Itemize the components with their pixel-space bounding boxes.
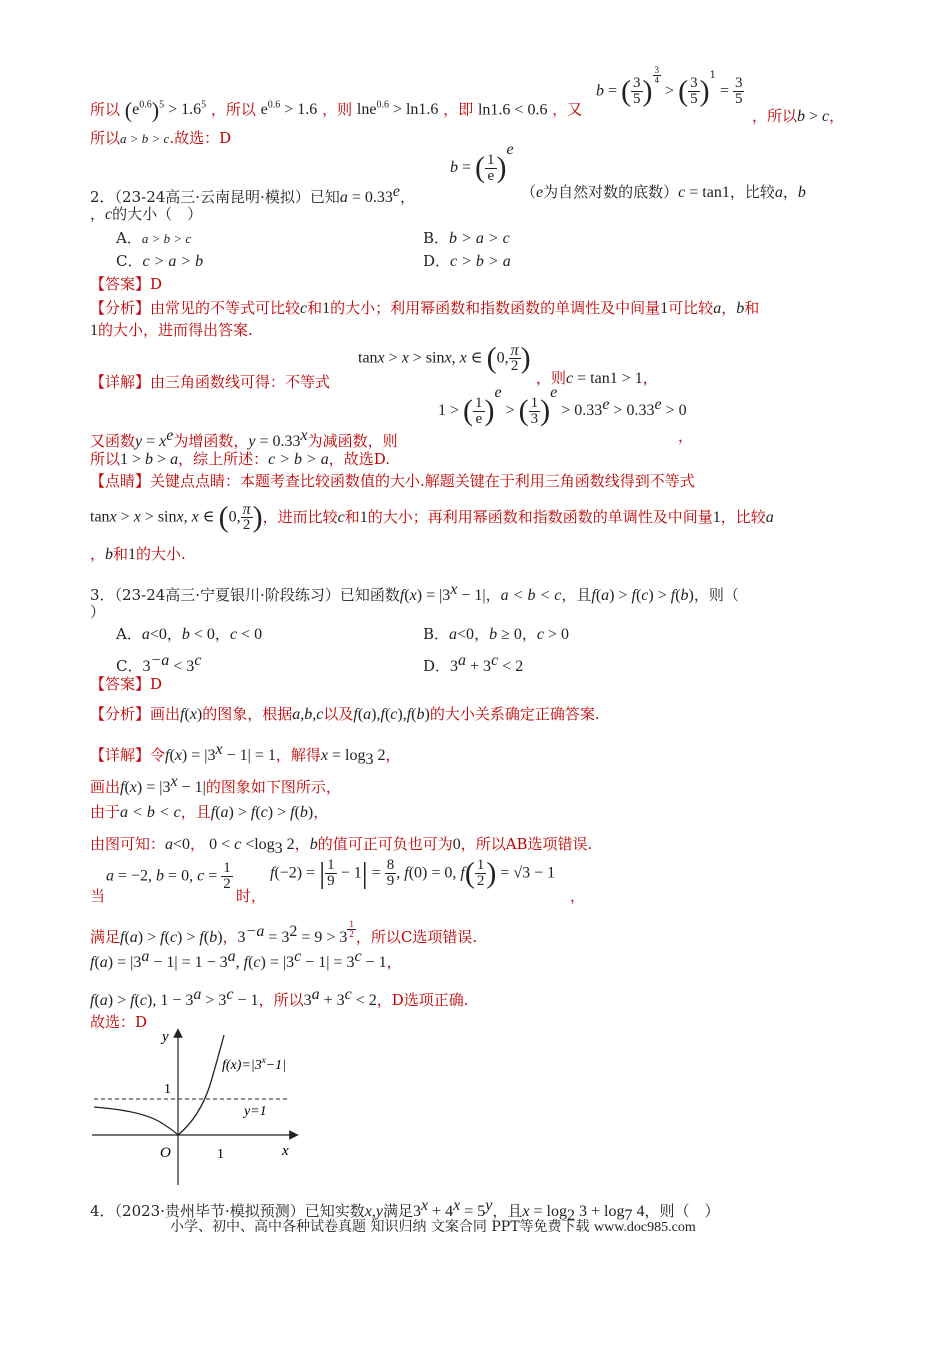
line-2: 所以a > b > c.故选：D xyxy=(90,129,232,147)
q2-point-3: ，b和1的大小. xyxy=(90,545,186,563)
q3-stem: 3．（23-24高三·宁夏银川·阶段练习）已知函数$f(x) = |3^x - 1|$，a < b < c，且f(a) > f(c) > f(b)，则（ xyxy=(90,581,739,604)
curve-left-branch xyxy=(94,1107,178,1135)
math: lne$^{0.6}$ > ln1.6 xyxy=(356,100,439,119)
line-1-end: ，所以b > c， xyxy=(752,107,845,125)
q3-detail-5-math: a = −2, b = 0, c = $\frac{1}{2}$ xyxy=(106,860,231,892)
q2-detail-1b: ，则c = tan1 > 1， xyxy=(536,369,658,387)
function-label: $f(x)=|3^x-1|$ xyxy=(222,1055,287,1073)
q2-point-1: 【点睛】关键点点睛：本题考查比较函数值的大小.解题关键在于利用三角函数线得到不等式 xyxy=(90,472,695,490)
q3-detail-6: 满足f(a) > f(c) > f(b)，$3^{-a} = 3^2 = 9 > 3$ $^{\frac{1}{2}}$ ，所以C选项错误. xyxy=(90,919,478,946)
math: $(e^{0.6})^5 > 1.6^5$ xyxy=(124,97,207,123)
q3-detail-7: $f(a) = |3^a - 1| = 1 - 3^a$, $f(c) = |3^c - 1| = 3^c - 1$， xyxy=(90,948,402,971)
q3-answer: 【答案】D xyxy=(90,675,163,693)
comma: ， xyxy=(678,427,694,445)
q2-analysis-1: 【分析】由常见的不等式可比较c和1的大小；利用幂函数和指数函数的单调性及中间量1可比较a，b和 xyxy=(90,299,760,317)
footer-text: 小学、初中、高中各种试卷真题 知识归纳 文案合同 PPT等免费下载 xyxy=(170,1219,590,1235)
text: ，所以 xyxy=(210,100,256,119)
q2-stem: 2．（23-24高三·云南昆明·模拟）已知a = 0.33$^e$， xyxy=(90,183,415,206)
footer xyxy=(170,1216,696,1236)
footer-url[interactable]: www.doc985.com xyxy=(593,1220,696,1235)
q3-detail-3: 由于a < b < c，且f(a) > f(c) > f(b)， xyxy=(90,803,329,821)
q4-stem: 4．（2023·贵州毕节·模拟预测）已知实数x,y满足$3^x + 4^x = 5^y$，且$x = \log_2 3 + \log_7 4$，则（ ） xyxy=(90,1197,720,1224)
q2-chain: 1 > ( $\frac{1}{e}$ )$^e$ > ( $\frac{1}{3}$ )$^e$ > 0.33$^e$ > 0.33$^e$ > 0 xyxy=(438,384,687,427)
q2-stem-3: ，c的大小（ ） xyxy=(90,205,203,223)
q2-option-a: A．a > b > c xyxy=(116,229,192,247)
q2-answer: 【答案】D xyxy=(90,275,163,293)
curve-right-branch xyxy=(178,1035,224,1135)
q2-point-2: tanx > x > sinx, x ∈ (0, $\frac{\pi}{2}$ )，进而比较c和1的大小；再利用幂函数和指数函数的单调性及中间量1，比较a xyxy=(90,500,774,534)
text: ，则 xyxy=(322,100,353,119)
line-1 xyxy=(90,96,582,121)
text: 所以 xyxy=(90,129,121,147)
tick-y-1: 1 xyxy=(164,1082,171,1097)
comma: ， xyxy=(570,887,586,905)
q2-option-c: C．c > a > b xyxy=(116,252,204,270)
q3-analysis: 【分析】画出f(x)的图象，根据a,b,c以及f(a),f(c),f(b)的大小关系确定正确答案. xyxy=(90,705,600,723)
q2-detail-3: 所以1 > b > a，综上所述：c > b > a，故选D. xyxy=(90,450,391,468)
q3-option-b: B．a<0，b ≥ 0，c > 0 xyxy=(423,625,570,643)
function-graph xyxy=(90,1025,305,1190)
q3-final: 故选：D xyxy=(90,1013,148,1031)
tick-x-1: 1 xyxy=(217,1147,224,1162)
x-axis-label: x xyxy=(282,1143,289,1159)
q3-detail-1: 【详解】令$f(x) = |3^x - 1| = 1$，解得$x = \log_3 2$， xyxy=(90,741,401,768)
q3-option-c: C．$3^{-a} < 3^c$ xyxy=(116,652,202,675)
q2-analysis-2: 1的大小，进而得出答案. xyxy=(90,321,253,339)
text: ，又 xyxy=(552,100,583,119)
text: ，所以 xyxy=(752,107,798,125)
q2-detail-1: 【详解】由三角函数线可得：不等式 xyxy=(90,373,331,391)
math: $e^{0.6} > 1.6$ xyxy=(260,100,318,119)
text: ，即 xyxy=(443,100,474,119)
q3-option-a: A．a<0，b < 0，c < 0 xyxy=(116,625,263,643)
math-b-expr: b = ( $\frac{3}{5}$ ) $^{\frac{3}{4}}$ > ( $\frac{3}{5}$ )$^1$ = $\frac{3}{5}$ xyxy=(596,64,743,108)
y-axis-label: y xyxy=(162,1029,169,1045)
text: 所以 xyxy=(90,100,121,119)
q2-stem-2: （e为自然对数的底数）c = tan1，比较a，b xyxy=(521,183,806,201)
origin-label: O xyxy=(160,1145,171,1161)
q3-detail-2: 画出$f(x) = |3^x - 1|$的图象如下图所示， xyxy=(90,773,341,796)
q2-ineq: tanx > x > sinx, x ∈ (0, $\frac{\pi}{2}$ ) xyxy=(358,341,531,375)
q2-b-expr: b = ( $\frac{1}{e}$ )$^e$ xyxy=(450,141,514,184)
text: .故选：D xyxy=(169,129,232,147)
math: ln1.6 < 0.6 xyxy=(477,101,548,119)
q3-detail-5b: 时， xyxy=(236,887,267,905)
q3-detail-4: 由图可知：a<0， $0 < c <\log_3$ 2，b的值可正可负也可为0，所以AB选项错误. xyxy=(90,835,593,857)
y1-label: y=1 xyxy=(244,1104,267,1119)
q2-detail-2: 又函数$y = x^e$为增函数，$y = 0.33^x$为减函数，则 xyxy=(90,427,398,450)
q3-detail-5: 当 xyxy=(90,887,106,905)
q3-f-values: f(−2) = | $\frac{1}{9}$ − 1| = $\frac{8}{9}$ , f(0) = 0, f( $\frac{1}{2}$ ) = √3 − 1 xyxy=(270,856,556,890)
q2-option-b: B．b > a > c xyxy=(423,229,510,247)
q2-option-d: D．c > b > a xyxy=(423,252,511,270)
q3-option-d: D．$3^a + 3^c < 2$ xyxy=(423,652,524,675)
q3-stem-2: ） xyxy=(90,603,106,621)
q3-detail-8: f(a) > f(c), $1 - 3^a > 3^c - 1$，所以$3^a + 3^c < 2$，D选项正确. xyxy=(90,986,469,1009)
